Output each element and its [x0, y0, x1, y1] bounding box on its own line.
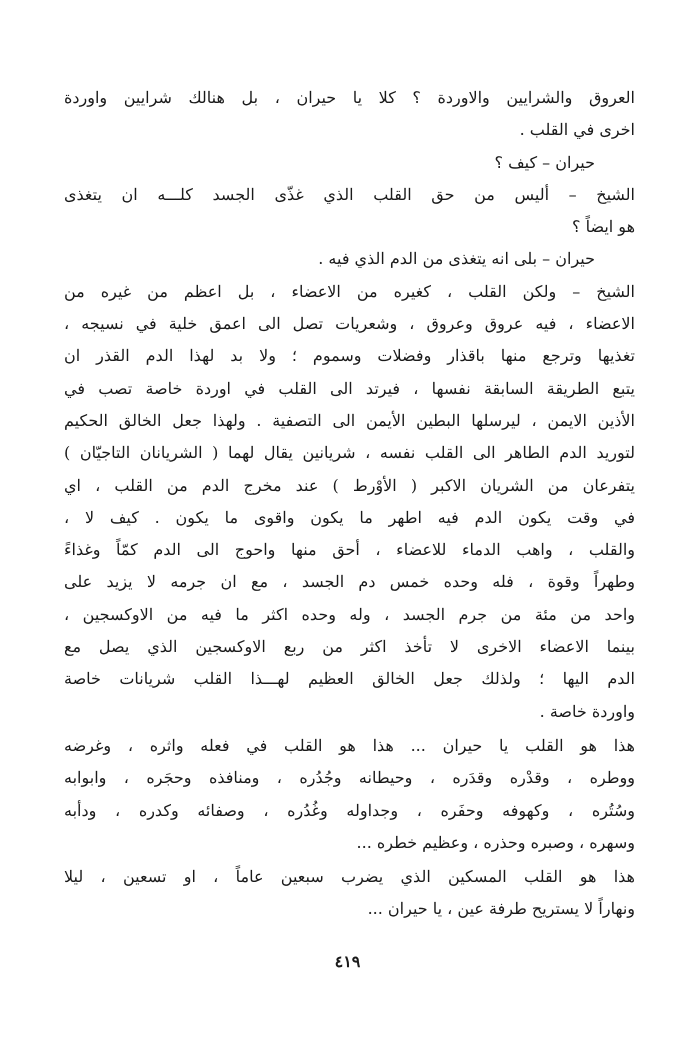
body-text: [64, 82, 635, 926]
text-line: واحد من مئة من جرم الجسد ، وله وحده اكثر ما فيه من الاوكسجين ،: [64, 604, 635, 624]
paragraph-line: هذا هو القلب المسكين الذي يضرب سبعين عاماً ، او تسعين ، ليلا: [64, 867, 635, 887]
page-number: ٤١٩: [334, 952, 361, 971]
text-line: يتفرعان من الشريان الاكبر ( الأوْرط ) عند مخرج الدم من القلب ، اي: [64, 475, 635, 495]
text-line: بينما الاعضاء الاخرى لا تأخذ اكثر من ربع الاوكسجين الذي يصل مع: [64, 637, 635, 657]
text-line: ونهاراً لا يستريح طرفة عين ، يا حيران ...: [367, 899, 635, 919]
text-line: العروق والشرايين والاوردة ؟ كلا يا حيران ، بل هنالك شرايين واوردة: [64, 88, 635, 107]
paragraph-line: هذا هو القلب يا حيران ... هذا هو القلب في فعله واثره ، وغرضه: [64, 735, 635, 755]
text-line: تغذيها وترجع منها باقذار وفضلات وسموم ؛ ولا بد لهذا الدم القذر ان: [64, 346, 635, 366]
text-line: الاعضاء ، فيه عروق وعروق ، وشعريات تصل الى اعمق خلية في نسيجه ،: [64, 314, 635, 334]
text-line: في وقت يكون الدم فيه اطهر ما يكون واقوى ما يكون . كيف لا ،: [64, 507, 635, 527]
text-line: هو ايضاً ؟: [571, 217, 635, 237]
text-line: الأذين الايمن ، ليرسلها البطين الأيمن الى التصفية . ولهذا جعل الخالق الحكيم: [64, 410, 635, 430]
text-line: اخرى في القلب .: [519, 120, 635, 140]
text-line: يتبع الطريقة السابقة نفسها ، فيرتد الى القلب في اوردة خاصة تصب في: [64, 378, 635, 398]
text-line: والقلب ، واهب الدماء للاعضاء ، أحق منها واحوج الى الدم كمّاً وغذاءً: [64, 540, 635, 560]
text-line: وسهره ، وصبره وحذره ، وعظيم خطره ...: [356, 832, 635, 852]
text-line: وطهراً وقوة ، فله وحده خمس دم الجسد ، مع ان جرمه لا يزيد على: [64, 572, 635, 592]
dialogue-line: حيران – كيف ؟: [494, 152, 595, 172]
dialogue-line: الشيخ – أليس من حق القلب الذي غذّى الجسد كلـــه ان يتغذى: [64, 184, 635, 204]
dialogue-line: حيران – بلى انه يتغذى من الدم الذي فيه .: [318, 249, 595, 269]
dialogue-line: الشيخ – ولكن القلب ، كغيره من الاعضاء ، بل اعظم من غيره من: [64, 281, 635, 301]
text-line: الدم اليها ؛ ولذلك جعل الخالق العظيم لهـــذا القلب شريانات خاصة: [64, 669, 635, 689]
text-line: ووطره ، وقدْره وقدَره ، وحيطانه وجُدُره ، ومنافذه وحجَره ، وابوابه: [64, 768, 635, 788]
text-line: واوردة خاصة .: [539, 701, 635, 721]
text-line: وسُتُره ، وكهوفه وحفَره ، وجداوله وغُدُره ، وصفائه وكدره ، ودأبه: [64, 800, 635, 820]
text-line: لتوريد الدم الطاهر الى القلب نفسه ، شريانين يقال لهما ( الشريانان التاجيّان ): [64, 443, 635, 463]
